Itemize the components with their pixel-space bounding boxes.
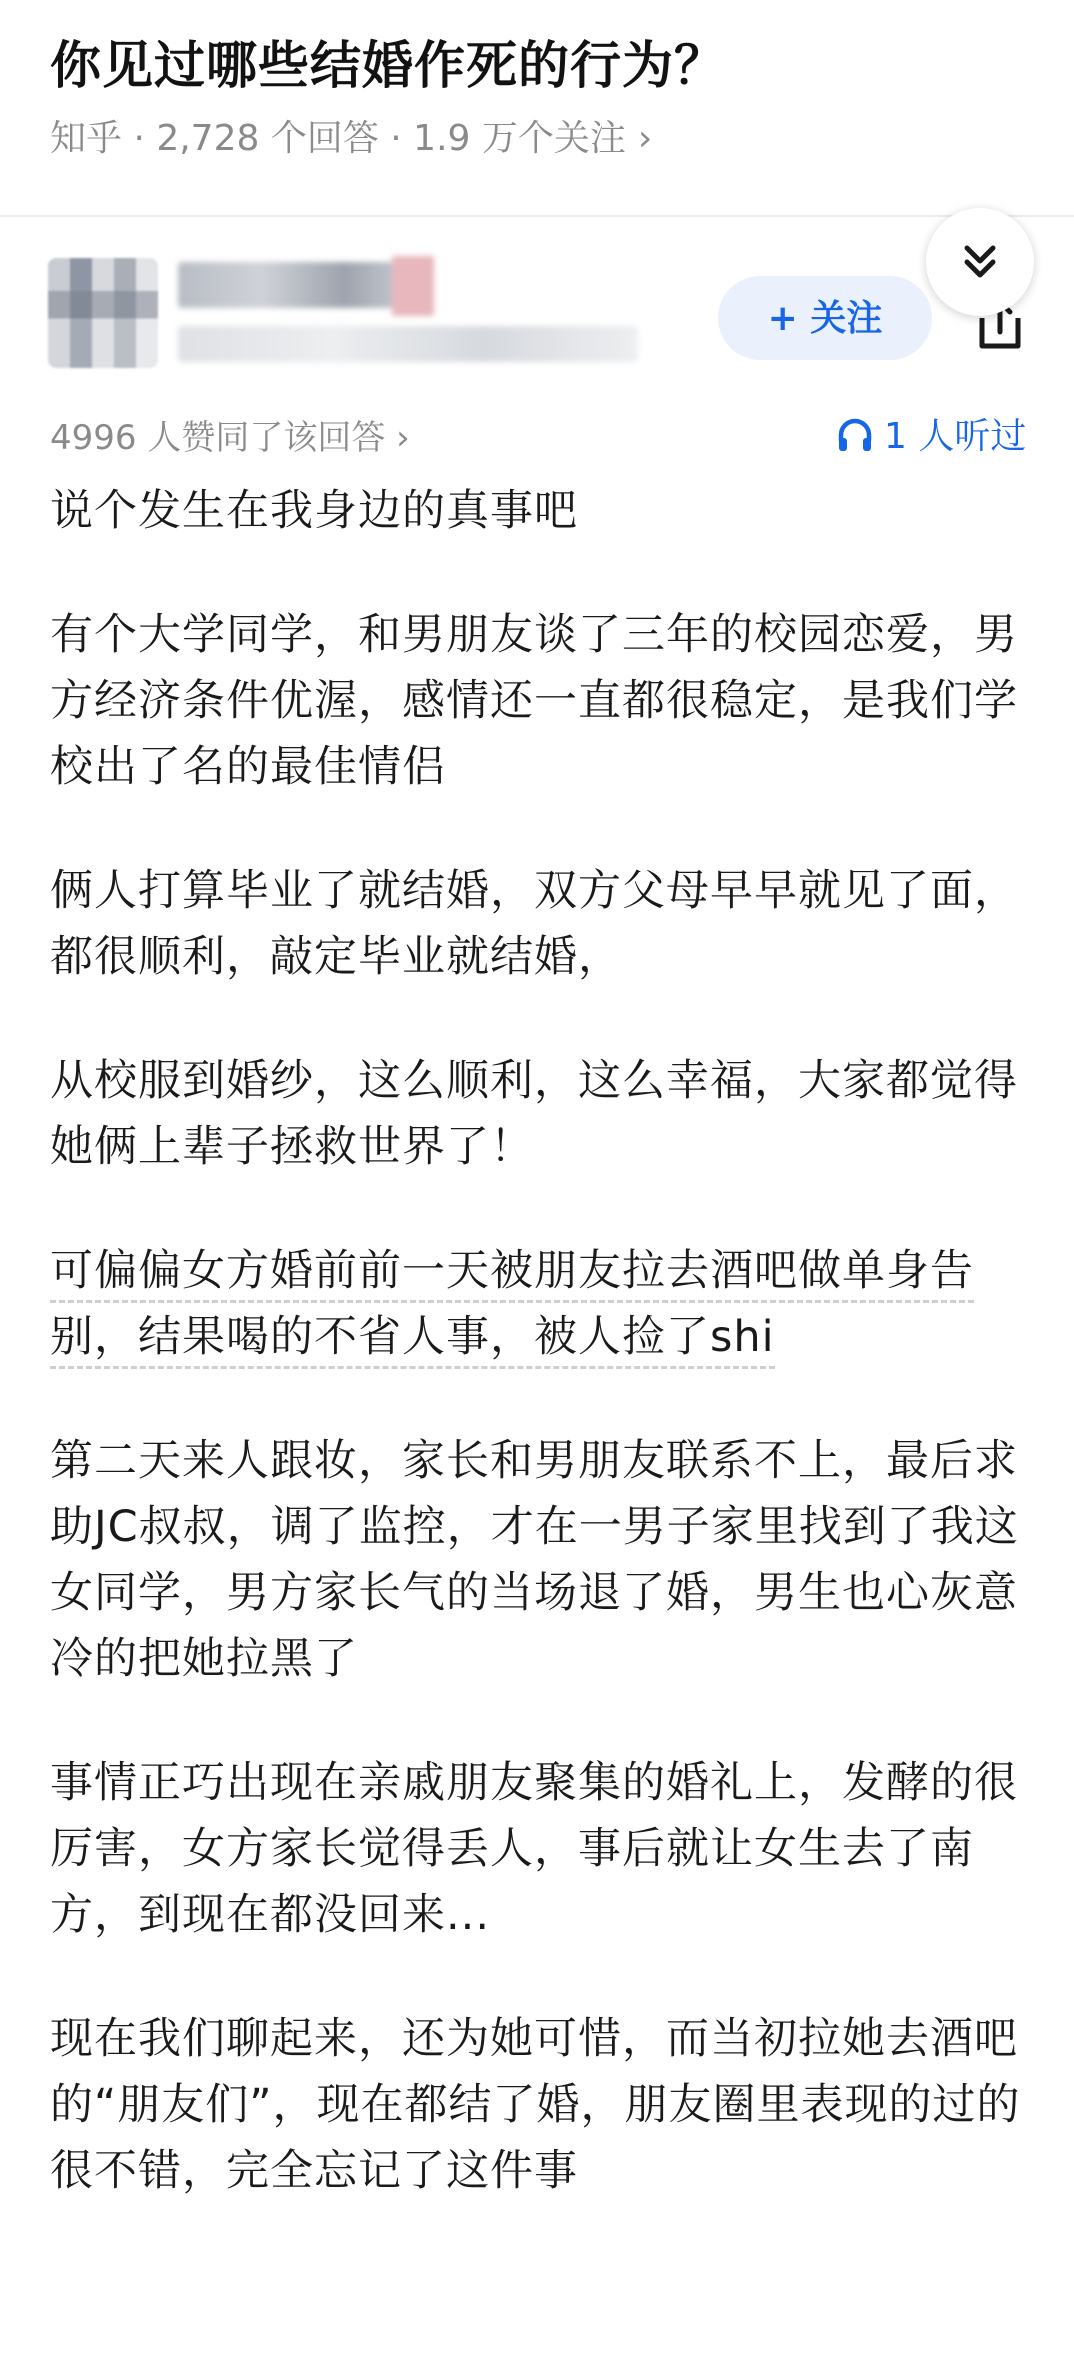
- header-divider: [0, 215, 1074, 217]
- listen-count[interactable]: [836, 408, 1026, 459]
- author-badge-blurred: [392, 256, 434, 316]
- author-name-blurred[interactable]: [178, 262, 428, 308]
- chevron-right-icon: ›: [637, 118, 653, 159]
- answer-paragraph: 说个发生在我身边的真事吧: [50, 486, 578, 536]
- listen-count-text: 1 人听过: [884, 416, 1027, 457]
- answer-paragraph: 从校服到婚纱，这么顺利，这么幸福，大家都觉得她俩上辈子拯救世界了！: [50, 1056, 1018, 1172]
- avatar[interactable]: [48, 258, 158, 368]
- author-description-blurred: [178, 326, 638, 362]
- question-header[interactable]: [0, 0, 1074, 216]
- answer-paragraph: 第二天来人跟妆，家长和男朋友联系不上，最后求助JC叔叔，调了监控，才在一男子家里找到了我这女同学，男方家长气的当场退了婚，男生也心灰意冷的把她拉黑了: [50, 1436, 1019, 1684]
- collapse-chevrons-icon: [962, 242, 998, 282]
- vote-count[interactable]: 4996 人赞同了该回答 ›: [50, 418, 410, 458]
- answer-paragraph: 俩人打算毕业了就结婚，双方父母早早就见了面，都很顺利，敲定毕业就结婚，: [50, 866, 1018, 982]
- highlighted-text: 可偏偏女方婚前前一天被朋友拉去酒吧做单身告别，结果喝的不省人事，被人捡了shi: [50, 1246, 974, 1369]
- question-title[interactable]: 你见过哪些结婚作死的行为？: [50, 37, 727, 96]
- follow-button[interactable]: + 关注: [718, 276, 932, 360]
- question-meta-text: 知乎 · 2,728 个回答 · 1.9 万个关注: [50, 118, 626, 159]
- answer-paragraph-highlighted[interactable]: [50, 1238, 1040, 1370]
- collapse-button[interactable]: [926, 208, 1034, 316]
- answer-paragraph: 现在我们聊起来，还为她可惜，而当初拉她去酒吧的“朋友们”，现在都结了婚，朋友圈里表现的过的很不错，完全忘记了这件事: [50, 2014, 1021, 2196]
- answer-content: [50, 478, 1040, 2262]
- question-meta[interactable]: [50, 110, 652, 161]
- headphones-icon: [836, 416, 874, 454]
- answer-paragraph: 有个大学同学，和男朋友谈了三年的校园恋爱，男方经济条件优渥，感情还一直都很稳定，是我们学校出了名的最佳情侣: [50, 610, 1018, 792]
- answer-paragraph: 事情正巧出现在亲戚朋友聚集的婚礼上，发酵的很厉害，女方家长觉得丢人，事后就让女生去了南方，到现在都没回来...: [50, 1758, 1018, 1940]
